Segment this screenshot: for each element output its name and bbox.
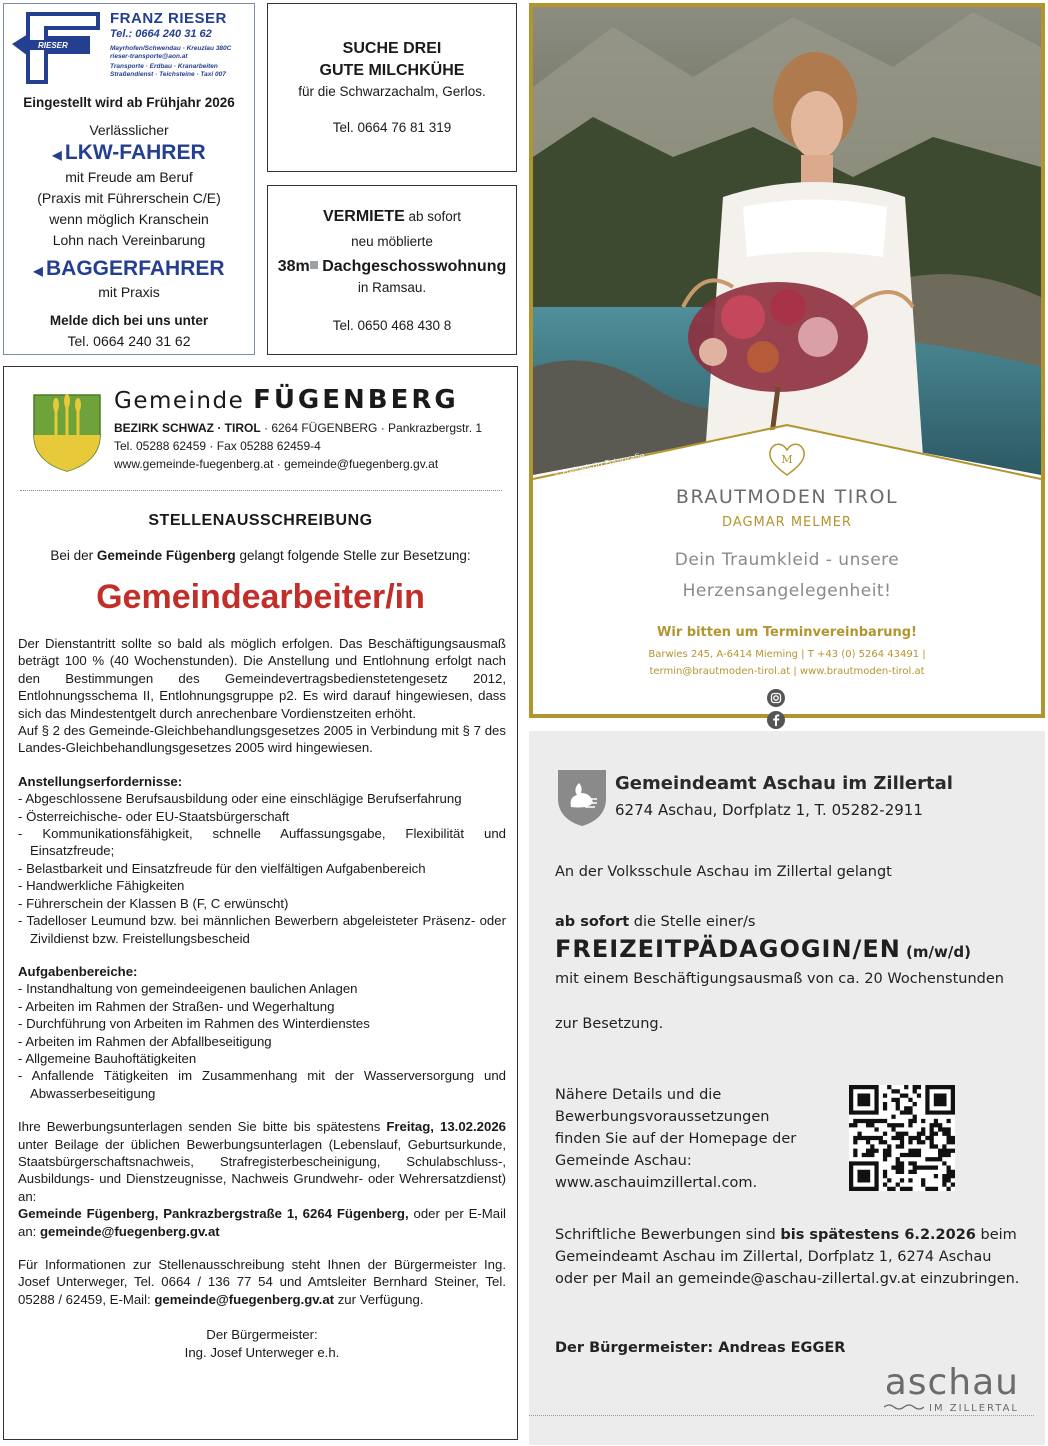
- tasks-list: [18, 980, 506, 1102]
- aschau-intro: An der Volksschule Aschau im Zillertal gelangt: [555, 864, 892, 880]
- fuegenberg-paragraph-2: Auf § 2 des Gemeinde-Gleichbehandlungsgesetzes 2005 in Verbindung mit § 7 des Landes-Gleichbehandlungsgesetzes 2005 wird hingewiesen.: [18, 723, 506, 756]
- qr-code-icon[interactable]: [849, 1085, 955, 1191]
- braut-slogan-1: Dein Traumkleid - unsere: [674, 550, 900, 570]
- rieser-email: rieser-transporte@aon.at: [110, 53, 188, 60]
- rieser-line-3: (Praxis mit Führerschein C/E): [37, 190, 221, 206]
- rieser-tel: Tel.: 0664 240 31 62: [110, 28, 212, 40]
- list-item: - Tadelloser Leumund bzw. bei männlichen Bewerbern abgeleisteter Präsenz- oder Zivildienst bzw. Freistellungsbescheid: [18, 912, 506, 947]
- braut-address-1: Barwies 245, A-6414 Mieming | T +43 (0) 5264 43491 |: [648, 649, 926, 660]
- vermiete-title-rest: ab sofort: [404, 209, 462, 224]
- facebook-icon[interactable]: [767, 711, 785, 729]
- rieser-job-ad: [3, 3, 255, 355]
- rieser-intro: Eingestellt wird ab Frühjahr 2026: [23, 95, 235, 110]
- fuegenberg-job-posting: [3, 366, 518, 1440]
- aschau-job-title: FREIZEITPÄDAGOGIN/EN (m/w/d): [555, 935, 971, 963]
- rieser-address: Mayrhofen/Schwendau · Kreuzlau 380C: [110, 45, 232, 52]
- braut-address-2: termin@brautmoden-tirol.at | www.brautmoden-tirol.at: [649, 666, 925, 677]
- vermiete-title: VERMIETE: [322, 208, 405, 225]
- fuegenberg-body: [18, 635, 506, 1361]
- fuegenberg-crest-icon: [32, 393, 102, 473]
- rieser-line-4: wenn möglich Kranschein: [49, 211, 209, 227]
- aschau-website-link[interactable]: www.aschauimzillertal.com.: [555, 1175, 758, 1191]
- rieser-line-1: Verlässlicher: [89, 122, 169, 138]
- aschau-details: Nähere Details und die Bewerbungsvoraussetzungen finden Sie auf der Homepage der Gemeinde Aschau: www.aschauimzillertal.com.: [555, 1084, 825, 1194]
- rieser-logo-text: RIESER: [38, 41, 68, 50]
- list-item: - Arbeiten im Rahmen der Abfallbeseitigung: [18, 1033, 506, 1050]
- aschau-office-address: 6274 Aschau, Dorfplatz 1, T. 05282-2911: [615, 801, 923, 819]
- list-item: - Kommunikationsfähigkeit, schnelle Auffassungsgabe, Flexibilität und Einsatzfreude;: [18, 825, 506, 860]
- rieser-line-6: mit Praxis: [98, 284, 160, 300]
- list-item: - Abgeschlossene Berufsausbildung oder eine einschlägige Berufserfahrung: [18, 790, 506, 807]
- vermiete-line-2: neu möblierte: [351, 234, 433, 249]
- aschau-logo-sub: IM ZILLERTAL: [859, 1403, 1019, 1414]
- vermiete-ad: [267, 185, 517, 355]
- list-item: - Handwerkliche Fähigkeiten: [18, 877, 506, 894]
- social-icons: [767, 689, 807, 707]
- list-item: - Österreichische- oder EU-Staatsbürgerschaft: [18, 808, 506, 825]
- list-item: - Anfallende Tätigkeiten im Zusammenhang mit der Wasserversorgung und Abwasserbeseitigung: [18, 1067, 506, 1102]
- fuegenberg-paragraph-1: Der Dienstantritt sollte so bald als möglich erfolgen. Das Beschäftigungsausmaß beträgt 100 % (40 Wochenstunden). Die Anstellung und Entlohnung erfolgt nach den Bestimmungen des Gemeindevertragsbedienstetengesetz 2012, Entlohnungsschema II, Entlohnungsgruppe p2. Es wird darauf hingewiesen, dass sich das Mindestentgelt durch anrechenbare Vordienstzeiten erhöht.: [18, 636, 506, 721]
- aschau-office-name: Gemeindeamt Aschau im Zillertal: [615, 773, 953, 794]
- braut-brand: BRAUTMODEN TIROL: [675, 486, 899, 508]
- rieser-line-5: Lohn nach Vereinbarung: [52, 232, 206, 248]
- rieser-services-1: Transporte · Erdbau · Kranarbeiten: [110, 63, 218, 70]
- tasks-heading: Aufgabenbereiche:: [18, 963, 138, 979]
- braut-slogan-2: Herzensangelegenheit!: [682, 581, 892, 601]
- svg-text:M: M: [781, 453, 793, 466]
- fuegenberg-intro: Bei der Gemeinde Fügenberg gelangt folgende Stelle zur Besetzung:: [50, 548, 471, 563]
- aschau-logo-main: aschau: [884, 1362, 1019, 1403]
- braut-owner: DAGMAR MELMER: [722, 515, 852, 530]
- milchkuehe-ad: [267, 3, 517, 172]
- fuegenberg-signature-2: Ing. Josef Unterweger e.h.: [184, 1344, 340, 1360]
- list-item: - Allgemeine Bauhoftätigkeiten: [18, 1050, 506, 1067]
- fuegenberg-divider: [20, 490, 502, 491]
- instagram-icon[interactable]: [767, 689, 785, 707]
- fuegenberg-address-3: www.gemeinde-fuegenberg.at · gemeinde@fuegenberg.gv.at: [114, 457, 439, 471]
- vermiete-line-3b: Dachgeschosswohnung: [317, 258, 507, 275]
- fuegenberg-paragraph-3: Ihre Bewerbungsunterlagen senden Sie bitte bis spätestens Freitag, 13.02.2026 unter Beilage der üblichen Bewerbungsunterlagen (Lebenslauf, Geburtsurkunde, Staatsbürgerschaftsnachweis, Strafregisterbescheinigung, Schulabschluss-, Ausbildungs- und Dienstzeugnisse, Nachweis Grundwehr- oder Wehrersatzdienst) an:: [18, 1119, 506, 1204]
- aschau-divider: [529, 1415, 1034, 1416]
- rieser-line-2: mit Freude am Beruf: [65, 169, 193, 185]
- fuegenberg-address-1: BEZIRK SCHWAZ · TIROL · 6264 FÜGENBERG · Pankrazbergstr. 1: [114, 421, 483, 435]
- list-item: - Instandhaltung von gemeindeeigenen baulichen Anlagen: [18, 980, 506, 997]
- bride-photo: [533, 7, 1041, 485]
- vermiete-title-line: [268, 206, 516, 228]
- milch-tel: Tel. 0664 76 81 319: [332, 120, 452, 135]
- rieser-brand: FRANZ RIESER: [110, 10, 227, 27]
- aschau-crest-icon: [557, 769, 607, 827]
- fuegenberg-address-2: Tel. 05288 62459 · Fax 05288 62459-4: [114, 439, 321, 453]
- vermiete-line-4: in Ramsau.: [357, 280, 427, 295]
- milch-title-1: SUCHE DREI: [342, 40, 442, 57]
- fuegenberg-signature-1: Der Bürgermeister:: [206, 1327, 318, 1343]
- brautmoden-ad: [529, 3, 1045, 718]
- requirements-heading: Anstellungserfordernisse:: [18, 773, 183, 789]
- stellenausschreibung-heading: STELLENAUSSCHREIBUNG: [148, 512, 373, 529]
- fuegenberg-paragraph-5: Für Informationen zur Stellenausschreibung steht Ihnen der Bürgermeister Ing. Josef Unterweger, Tel. 0664 / 136 77 54 und Amtsleiter Bernhard Steiner, Tel. 05288 / 62459, E-Mail: gemeinde@fuegenberg.gv.at zur Verfügung.: [18, 1257, 506, 1307]
- aschau-job-posting: [529, 731, 1045, 1445]
- rieser-logo-icon: [10, 12, 102, 84]
- aschau-logo: [859, 1363, 1019, 1414]
- rieser-job-2: ◀ BAGGERFAHRER: [33, 257, 225, 280]
- milch-title-2: GUTE MILCHKÜHE: [319, 62, 465, 79]
- vermiete-tel: Tel. 0650 468 430 8: [332, 318, 452, 333]
- wave-icon: [884, 1403, 924, 1411]
- fuegenberg-title: Gemeinde FÜGENBERG: [114, 385, 459, 415]
- rieser-services-2: Straßendienst · Teichsteine · Taxi 007: [110, 71, 226, 78]
- list-item: - Belastbarkeit und Einsatzfreude für den vielfältigen Aufgabenbereich: [18, 860, 506, 877]
- aschau-apply: Schriftliche Bewerbungen sind bis spätestens 6.2.2026 beim Gemeindeamt Aschau im Zillertal, Dorfplatz 1, 6274 Aschau oder per Mail an gemeinde@aschau-zillertal.gv.at einzubringen.: [555, 1227, 1020, 1287]
- vermiete-size: 38m: [277, 258, 310, 275]
- rieser-job-1: ◀ LKW-FAHRER: [52, 141, 206, 164]
- aschau-besetzung: zur Besetzung.: [555, 1016, 664, 1032]
- heart-logo-icon: [765, 439, 809, 479]
- photo-credit: ©Freigeistin Fotografie: [553, 450, 646, 479]
- milch-subtitle: für die Schwarzachalm, Gerlos.: [298, 84, 486, 99]
- aschau-signature: Der Bürgermeister: Andreas EGGER: [555, 1340, 846, 1356]
- list-item: - Führerschein der Klassen B (F, C erwünscht): [18, 895, 506, 912]
- fuegenberg-job-title: Gemeindearbeiter/in: [96, 578, 425, 616]
- vermiete-square-glyph: [310, 261, 318, 269]
- bride-photo-illustration: [533, 7, 1041, 485]
- list-item: - Durchführung von Arbeiten im Rahmen des Winterdienstes: [18, 1015, 506, 1032]
- vermiete-line-3: [268, 256, 516, 278]
- braut-cta: Wir bitten um Terminvereinbarung!: [657, 625, 917, 640]
- requirements-list: [18, 790, 506, 947]
- rieser-contact-tel: Tel. 0664 240 31 62: [67, 333, 191, 349]
- list-item: - Arbeiten im Rahmen der Straßen- und Wegerhaltung: [18, 998, 506, 1015]
- rieser-contact-head: Melde dich bei uns unter: [49, 313, 209, 328]
- aschau-sofort-line: ab sofort die Stelle einer/s: [555, 914, 756, 930]
- fuegenberg-paragraph-4: Gemeinde Fügenberg, Pankrazbergstraße 1, 6264 Fügenberg, oder per E-Mail an: gemeinde@fuegenberg.gv.at: [18, 1206, 506, 1239]
- aschau-extent: mit einem Beschäftigungsausmaß von ca. 20 Wochenstunden: [555, 971, 1004, 987]
